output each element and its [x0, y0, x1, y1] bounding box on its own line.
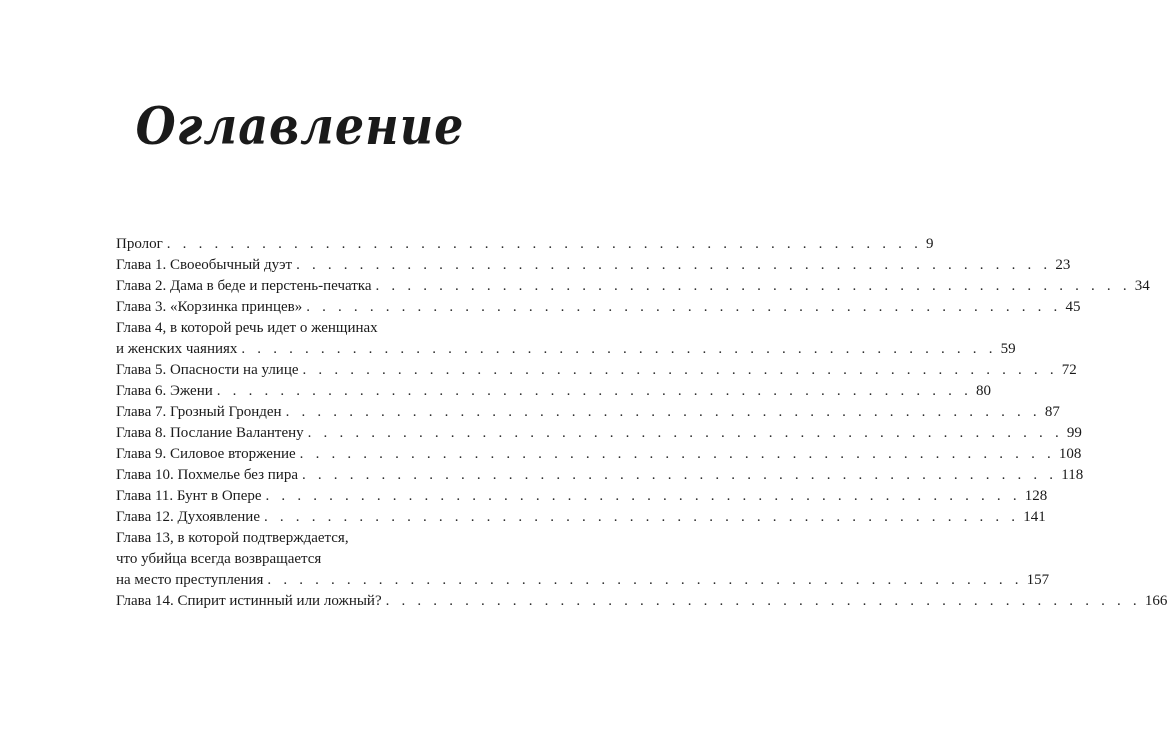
dot-leader: . . . . . . . . . . . . . . . . . . . . . . . . . . . . . . . . . . . . . . . . . . . . . . . .: [216, 383, 973, 399]
toc-entry-title: Пролог: [116, 236, 163, 252]
toc-entry: [116, 255, 1071, 276]
toc-entry: [116, 507, 1046, 528]
toc-entry: [116, 486, 1048, 507]
toc-entry-row: [116, 255, 1071, 276]
toc-entry: [116, 318, 1016, 360]
toc-entry-title: Глава 10. Похмелье без пира: [116, 467, 298, 483]
toc-entry-row: [116, 381, 992, 402]
toc-entry: [116, 465, 1084, 486]
dot-leader: . . . . . . . . . . . . . . . . . . . . . . . . . . . . . . . . . . . . . . . . . . . . . . . .: [166, 236, 923, 252]
toc-entry-page-number: 23: [1055, 257, 1071, 273]
toc-entry: [116, 402, 1060, 423]
toc-entry-row: [116, 360, 1077, 381]
toc-entry: [116, 381, 992, 402]
toc-entry-title-line: Глава 4, в которой речь идет о женщинах: [116, 320, 378, 336]
toc-entry-row: [116, 297, 1081, 318]
toc-entry-title: Глава 5. Опасности на улице: [116, 362, 299, 378]
toc-entry-row: [116, 402, 1060, 423]
toc-entry-page-number: 128: [1024, 488, 1048, 504]
toc-entry-title: на место преступления: [116, 572, 264, 588]
toc-entry-title: Глава 2. Дама в беде и перстень-печатка: [116, 278, 372, 294]
toc-entry: [116, 423, 1082, 444]
toc-entry-page-number: 59: [1000, 341, 1016, 357]
toc-entry-row: [116, 486, 1048, 507]
toc-entry-title: Глава 7. Грозный Гронден: [116, 404, 282, 420]
page-title: Оглавление: [135, 95, 465, 157]
toc-entry-page-number: 34: [1134, 278, 1150, 294]
toc-entry-title: Глава 6. Эжени: [116, 383, 213, 399]
toc-entry-title: Глава 11. Бунт в Опере: [116, 488, 262, 504]
toc-entry-page-number: 157: [1026, 572, 1050, 588]
toc-entry-page-number: 118: [1061, 467, 1084, 483]
toc-entry-title: Глава 1. Своеобычный дуэт: [116, 257, 293, 273]
toc-entry-title-line: что убийца всегда возвращается: [116, 551, 322, 567]
toc-entry-row: [116, 234, 934, 255]
toc-entry-title-line: Глава 13, в которой подтверждается,: [116, 530, 349, 546]
toc-entry-title: Глава 9. Силовое вторжение: [116, 446, 296, 462]
toc-entry-title: Глава 14. Спирит истинный или ложный?: [116, 593, 382, 609]
dot-leader: . . . . . . . . . . . . . . . . . . . . . . . . . . . . . . . . . . . . . . . . . . . . . . . .: [306, 299, 1062, 315]
toc-entry-page-number: 87: [1044, 404, 1060, 420]
toc-entry-title: Глава 8. Послание Валантену: [116, 425, 304, 441]
toc-entry-row: [116, 276, 1150, 297]
dot-leader: . . . . . . . . . . . . . . . . . . . . . . . . . . . . . . . . . . . . . . . . . . . . . . . .: [267, 572, 1023, 588]
toc-entry-row: [116, 339, 1016, 360]
toc-entry-row: [116, 465, 1084, 486]
dot-leader: . . . . . . . . . . . . . . . . . . . . . . . . . . . . . . . . . . . . . . . . . . . . . . . .: [302, 362, 1058, 378]
toc-entry-row: [116, 591, 1167, 612]
dot-leader: . . . . . . . . . . . . . . . . . . . . . . . . . . . . . . . . . . . . . . . . . . . . . . . .: [264, 509, 1020, 525]
toc-entry-page-number: 72: [1061, 362, 1077, 378]
dot-leader: . . . . . . . . . . . . . . . . . . . . . . . . . . . . . . . . . . . . . . . . . . . . . . . .: [385, 593, 1141, 609]
dot-leader: . . . . . . . . . . . . . . . . . . . . . . . . . . . . . . . . . . . . . . . . . . . . . . . .: [285, 404, 1041, 420]
toc-entry-row: [116, 570, 1050, 591]
toc-entry-page-number: 141: [1023, 509, 1046, 525]
toc-entry-page-number: 45: [1065, 299, 1081, 315]
toc-entry: [116, 297, 1081, 318]
toc-entry-page-number: 9: [926, 236, 934, 252]
toc-entry: [116, 591, 1167, 612]
toc-entry: [116, 528, 1050, 591]
toc-entry: [116, 360, 1077, 381]
toc-entry-page-number: 166: [1144, 593, 1167, 609]
dot-leader: . . . . . . . . . . . . . . . . . . . . . . . . . . . . . . . . . . . . . . . . . . . . . . . .: [302, 467, 1058, 483]
toc-entry: [116, 444, 1082, 465]
dot-leader: . . . . . . . . . . . . . . . . . . . . . . . . . . . . . . . . . . . . . . . . . . . . . . . .: [299, 446, 1055, 462]
toc-entry-page-number: 108: [1058, 446, 1082, 462]
toc-entry: [116, 276, 1150, 297]
dot-leader: . . . . . . . . . . . . . . . . . . . . . . . . . . . . . . . . . . . . . . . . . . . . . . . .: [265, 488, 1021, 504]
toc-entry: [116, 234, 934, 255]
toc-entry-page-number: 99: [1066, 425, 1082, 441]
dot-leader: . . . . . . . . . . . . . . . . . . . . . . . . . . . . . . . . . . . . . . . . . . . . . . . .: [241, 341, 997, 357]
dot-leader: . . . . . . . . . . . . . . . . . . . . . . . . . . . . . . . . . . . . . . . . . . . . . . . .: [375, 278, 1131, 294]
dot-leader: . . . . . . . . . . . . . . . . . . . . . . . . . . . . . . . . . . . . . . . . . . . . . . . .: [307, 425, 1063, 441]
toc-entry-title: и женских чаяниях: [116, 341, 238, 357]
toc-entry-title: Глава 12. Духоявление: [116, 509, 260, 525]
toc-entry-page-number: 80: [976, 383, 992, 399]
dot-leader: . . . . . . . . . . . . . . . . . . . . . . . . . . . . . . . . . . . . . . . . . . . . . . . .: [296, 257, 1052, 273]
toc-entry-row: [116, 507, 1046, 528]
toc-entry-row: [116, 423, 1082, 444]
table-of-contents: [116, 234, 1167, 612]
toc-entry-title: Глава 3. «Корзинка принцев»: [116, 299, 303, 315]
toc-entry-row: [116, 444, 1082, 465]
